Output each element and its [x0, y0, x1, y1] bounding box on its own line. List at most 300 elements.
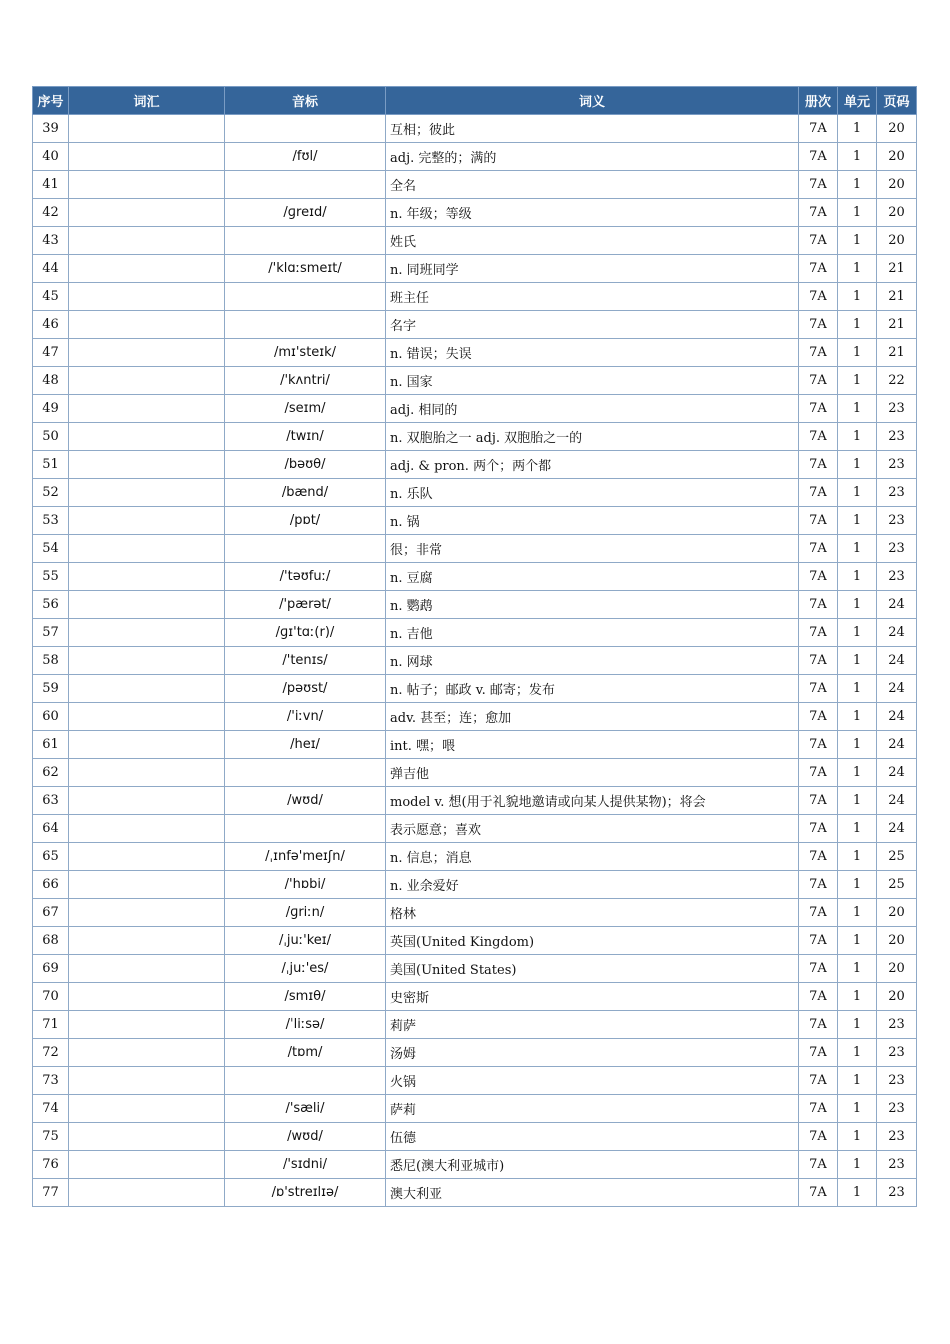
table-row [33, 1011, 917, 1039]
cell-index: 39 [33, 115, 69, 143]
cell-word [69, 843, 225, 871]
table-row [33, 619, 917, 647]
cell-word [69, 507, 225, 535]
cell-page: 23 [877, 451, 917, 479]
cell-phonetic: /fʊl/ [225, 143, 386, 171]
cell-book: 7A [799, 311, 838, 339]
cell-word [69, 871, 225, 899]
cell-unit: 1 [838, 507, 877, 535]
cell-unit: 1 [838, 731, 877, 759]
cell-unit: 1 [838, 647, 877, 675]
table-row [33, 451, 917, 479]
cell-index: 44 [33, 255, 69, 283]
cell-phonetic: /heɪ/ [225, 731, 386, 759]
cell-index: 52 [33, 479, 69, 507]
cell-page: 21 [877, 283, 917, 311]
cell-meaning: 格林 [386, 899, 799, 927]
cell-word [69, 283, 225, 311]
cell-page: 20 [877, 955, 917, 983]
cell-book: 7A [799, 899, 838, 927]
cell-unit: 1 [838, 563, 877, 591]
table-row [33, 395, 917, 423]
cell-meaning: 萨莉 [386, 1095, 799, 1123]
cell-page: 24 [877, 815, 917, 843]
cell-index: 45 [33, 283, 69, 311]
cell-book: 7A [799, 507, 838, 535]
cell-word [69, 983, 225, 1011]
cell-book: 7A [799, 563, 838, 591]
cell-unit: 1 [838, 283, 877, 311]
cell-book: 7A [799, 591, 838, 619]
table-row [33, 787, 917, 815]
cell-meaning: n. 豆腐 [386, 563, 799, 591]
cell-page: 23 [877, 1039, 917, 1067]
cell-book: 7A [799, 479, 838, 507]
cell-unit: 1 [838, 1095, 877, 1123]
cell-book: 7A [799, 955, 838, 983]
cell-index: 60 [33, 703, 69, 731]
cell-phonetic: /mɪ'steɪk/ [225, 339, 386, 367]
header-index: 序号 [33, 87, 69, 115]
cell-word [69, 311, 225, 339]
cell-unit: 1 [838, 451, 877, 479]
cell-word [69, 563, 225, 591]
cell-unit: 1 [838, 1067, 877, 1095]
header-book: 册次 [799, 87, 838, 115]
table-row [33, 423, 917, 451]
cell-phonetic [225, 227, 386, 255]
cell-unit: 1 [838, 115, 877, 143]
cell-meaning: n. 同班同学 [386, 255, 799, 283]
cell-page: 24 [877, 591, 917, 619]
table-row [33, 591, 917, 619]
cell-book: 7A [799, 815, 838, 843]
header-unit: 单元 [838, 87, 877, 115]
cell-phonetic: /pɒt/ [225, 507, 386, 535]
cell-phonetic [225, 535, 386, 563]
cell-word [69, 143, 225, 171]
header-page: 页码 [877, 87, 917, 115]
cell-index: 70 [33, 983, 69, 1011]
cell-meaning: n. 年级；等级 [386, 199, 799, 227]
cell-index: 50 [33, 423, 69, 451]
cell-phonetic: /'pærət/ [225, 591, 386, 619]
cell-page: 22 [877, 367, 917, 395]
cell-book: 7A [799, 115, 838, 143]
cell-phonetic: /tɒm/ [225, 1039, 386, 1067]
cell-index: 72 [33, 1039, 69, 1067]
cell-unit: 1 [838, 983, 877, 1011]
cell-meaning: adj. 完整的；满的 [386, 143, 799, 171]
cell-phonetic [225, 283, 386, 311]
table-row [33, 535, 917, 563]
cell-unit: 1 [838, 227, 877, 255]
cell-unit: 1 [838, 927, 877, 955]
cell-index: 54 [33, 535, 69, 563]
cell-book: 7A [799, 171, 838, 199]
cell-phonetic: /ˈliːsə/ [225, 1011, 386, 1039]
cell-page: 20 [877, 983, 917, 1011]
cell-unit: 1 [838, 955, 877, 983]
table-row [33, 507, 917, 535]
cell-page: 24 [877, 759, 917, 787]
cell-phonetic: /twɪn/ [225, 423, 386, 451]
cell-index: 48 [33, 367, 69, 395]
cell-meaning: n. 双胞胎之一 adj. 双胞胎之一的 [386, 423, 799, 451]
cell-book: 7A [799, 283, 838, 311]
header-phonetic: 音标 [225, 87, 386, 115]
cell-book: 7A [799, 703, 838, 731]
cell-word [69, 703, 225, 731]
cell-phonetic: /'sæli/ [225, 1095, 386, 1123]
cell-word [69, 647, 225, 675]
cell-book: 7A [799, 647, 838, 675]
cell-phonetic: /ɒ'streɪlɪə/ [225, 1179, 386, 1207]
cell-book: 7A [799, 1151, 838, 1179]
cell-index: 62 [33, 759, 69, 787]
cell-meaning: n. 信息；消息 [386, 843, 799, 871]
cell-word [69, 731, 225, 759]
cell-page: 20 [877, 171, 917, 199]
cell-index: 74 [33, 1095, 69, 1123]
cell-meaning: 互相；彼此 [386, 115, 799, 143]
cell-phonetic: /'iːvn/ [225, 703, 386, 731]
table-row [33, 899, 917, 927]
cell-page: 23 [877, 395, 917, 423]
cell-meaning: n. 乐队 [386, 479, 799, 507]
cell-page: 23 [877, 479, 917, 507]
cell-phonetic: /ˌɪnfə'meɪʃn/ [225, 843, 386, 871]
cell-meaning: n. 网球 [386, 647, 799, 675]
vocabulary-table [32, 86, 917, 1207]
table-row [33, 227, 917, 255]
cell-phonetic: /bænd/ [225, 479, 386, 507]
cell-index: 57 [33, 619, 69, 647]
table-header-row [33, 87, 917, 115]
cell-unit: 1 [838, 143, 877, 171]
cell-page: 23 [877, 1179, 917, 1207]
cell-word [69, 899, 225, 927]
cell-book: 7A [799, 1123, 838, 1151]
cell-book: 7A [799, 927, 838, 955]
cell-page: 24 [877, 787, 917, 815]
cell-book: 7A [799, 843, 838, 871]
cell-unit: 1 [838, 619, 877, 647]
table-row [33, 955, 917, 983]
table-row [33, 283, 917, 311]
cell-unit: 1 [838, 591, 877, 619]
cell-index: 43 [33, 227, 69, 255]
cell-index: 63 [33, 787, 69, 815]
cell-phonetic: /'klɑːsmeɪt/ [225, 255, 386, 283]
cell-index: 67 [33, 899, 69, 927]
cell-page: 20 [877, 927, 917, 955]
table-row [33, 675, 917, 703]
cell-phonetic: /'sɪdni/ [225, 1151, 386, 1179]
cell-book: 7A [799, 787, 838, 815]
cell-page: 21 [877, 339, 917, 367]
cell-word [69, 395, 225, 423]
cell-book: 7A [799, 1039, 838, 1067]
cell-unit: 1 [838, 899, 877, 927]
table-row [33, 647, 917, 675]
cell-phonetic [225, 311, 386, 339]
cell-index: 55 [33, 563, 69, 591]
cell-page: 25 [877, 843, 917, 871]
cell-phonetic: /ˌjuː'es/ [225, 955, 386, 983]
cell-index: 46 [33, 311, 69, 339]
cell-word [69, 787, 225, 815]
table-row [33, 983, 917, 1011]
cell-unit: 1 [838, 199, 877, 227]
cell-word [69, 115, 225, 143]
cell-meaning: 名字 [386, 311, 799, 339]
cell-meaning: n. 吉他 [386, 619, 799, 647]
cell-index: 61 [33, 731, 69, 759]
cell-phonetic [225, 1067, 386, 1095]
cell-book: 7A [799, 759, 838, 787]
table-row [33, 311, 917, 339]
table-row [33, 255, 917, 283]
cell-unit: 1 [838, 843, 877, 871]
cell-meaning: model v. 想(用于礼貌地邀请或向某人提供某物)；将会 [386, 787, 799, 815]
cell-book: 7A [799, 731, 838, 759]
cell-book: 7A [799, 255, 838, 283]
cell-index: 71 [33, 1011, 69, 1039]
cell-page: 24 [877, 731, 917, 759]
cell-book: 7A [799, 535, 838, 563]
cell-unit: 1 [838, 703, 877, 731]
cell-meaning: 汤姆 [386, 1039, 799, 1067]
cell-unit: 1 [838, 423, 877, 451]
cell-phonetic: /wʊd/ [225, 1123, 386, 1151]
cell-meaning: n. 帖子；邮政 v. 邮寄；发布 [386, 675, 799, 703]
cell-page: 23 [877, 1151, 917, 1179]
cell-index: 40 [33, 143, 69, 171]
cell-word [69, 451, 225, 479]
cell-meaning: n. 国家 [386, 367, 799, 395]
cell-phonetic: /bəʊθ/ [225, 451, 386, 479]
cell-phonetic: /ɡriːn/ [225, 899, 386, 927]
cell-unit: 1 [838, 815, 877, 843]
cell-book: 7A [799, 367, 838, 395]
cell-book: 7A [799, 1011, 838, 1039]
table-row [33, 1067, 917, 1095]
cell-word [69, 1151, 225, 1179]
cell-word [69, 255, 225, 283]
table-row [33, 115, 917, 143]
table-row [33, 1123, 917, 1151]
cell-phonetic: /'tenɪs/ [225, 647, 386, 675]
cell-meaning: 美国(United States) [386, 955, 799, 983]
cell-word [69, 367, 225, 395]
cell-page: 25 [877, 871, 917, 899]
cell-book: 7A [799, 339, 838, 367]
cell-index: 47 [33, 339, 69, 367]
cell-page: 23 [877, 1123, 917, 1151]
cell-phonetic [225, 171, 386, 199]
cell-page: 24 [877, 675, 917, 703]
cell-phonetic: /smɪθ/ [225, 983, 386, 1011]
cell-word [69, 423, 225, 451]
table-row [33, 1095, 917, 1123]
table-row [33, 1039, 917, 1067]
cell-phonetic: /seɪm/ [225, 395, 386, 423]
cell-word [69, 479, 225, 507]
cell-phonetic: /pəʊst/ [225, 675, 386, 703]
cell-phonetic: /'kʌntri/ [225, 367, 386, 395]
cell-book: 7A [799, 451, 838, 479]
cell-phonetic: /'hɒbi/ [225, 871, 386, 899]
table-row [33, 1151, 917, 1179]
table-row [33, 367, 917, 395]
cell-meaning: 莉萨 [386, 1011, 799, 1039]
cell-page: 23 [877, 535, 917, 563]
cell-meaning: 澳大利亚 [386, 1179, 799, 1207]
cell-book: 7A [799, 675, 838, 703]
cell-phonetic [225, 759, 386, 787]
cell-unit: 1 [838, 367, 877, 395]
cell-page: 24 [877, 619, 917, 647]
table-row [33, 479, 917, 507]
cell-book: 7A [799, 1067, 838, 1095]
cell-word [69, 227, 225, 255]
cell-index: 56 [33, 591, 69, 619]
table-row [33, 843, 917, 871]
cell-unit: 1 [838, 1123, 877, 1151]
cell-unit: 1 [838, 1039, 877, 1067]
cell-book: 7A [799, 199, 838, 227]
cell-meaning: 班主任 [386, 283, 799, 311]
cell-index: 58 [33, 647, 69, 675]
table-row [33, 815, 917, 843]
cell-page: 20 [877, 143, 917, 171]
cell-unit: 1 [838, 339, 877, 367]
cell-meaning: n. 鹦鹉 [386, 591, 799, 619]
cell-meaning: 火锅 [386, 1067, 799, 1095]
table-row [33, 759, 917, 787]
cell-meaning: int. 嘿；喂 [386, 731, 799, 759]
cell-word [69, 171, 225, 199]
cell-word [69, 1039, 225, 1067]
cell-phonetic: /wʊd/ [225, 787, 386, 815]
cell-index: 75 [33, 1123, 69, 1151]
cell-meaning: 伍德 [386, 1123, 799, 1151]
cell-page: 24 [877, 703, 917, 731]
cell-phonetic: /ɡreɪd/ [225, 199, 386, 227]
cell-meaning: n. 错误；失误 [386, 339, 799, 367]
cell-book: 7A [799, 1179, 838, 1207]
table-row [33, 703, 917, 731]
cell-word [69, 675, 225, 703]
cell-meaning: 弹吉他 [386, 759, 799, 787]
cell-index: 68 [33, 927, 69, 955]
cell-word [69, 1179, 225, 1207]
cell-phonetic [225, 815, 386, 843]
cell-index: 69 [33, 955, 69, 983]
cell-word [69, 535, 225, 563]
cell-word [69, 199, 225, 227]
cell-word [69, 955, 225, 983]
table-row [33, 871, 917, 899]
cell-unit: 1 [838, 171, 877, 199]
cell-page: 21 [877, 255, 917, 283]
cell-word [69, 927, 225, 955]
cell-unit: 1 [838, 759, 877, 787]
cell-phonetic [225, 115, 386, 143]
cell-index: 76 [33, 1151, 69, 1179]
cell-page: 20 [877, 199, 917, 227]
cell-phonetic: /ˌjuː'keɪ/ [225, 927, 386, 955]
cell-book: 7A [799, 143, 838, 171]
cell-word [69, 1095, 225, 1123]
cell-index: 59 [33, 675, 69, 703]
vocabulary-sheet [32, 86, 916, 1207]
cell-word [69, 591, 225, 619]
cell-page: 20 [877, 227, 917, 255]
cell-word [69, 339, 225, 367]
cell-page: 23 [877, 507, 917, 535]
cell-book: 7A [799, 619, 838, 647]
cell-meaning: adj. & pron. 两个；两个都 [386, 451, 799, 479]
cell-page: 21 [877, 311, 917, 339]
table-row [33, 199, 917, 227]
cell-book: 7A [799, 983, 838, 1011]
table-row [33, 143, 917, 171]
cell-meaning: 全名 [386, 171, 799, 199]
table-row [33, 731, 917, 759]
cell-word [69, 1067, 225, 1095]
cell-index: 51 [33, 451, 69, 479]
header-word: 词汇 [69, 87, 225, 115]
cell-book: 7A [799, 423, 838, 451]
cell-meaning: n. 锅 [386, 507, 799, 535]
cell-unit: 1 [838, 395, 877, 423]
cell-unit: 1 [838, 311, 877, 339]
table-row [33, 339, 917, 367]
cell-unit: 1 [838, 535, 877, 563]
cell-page: 23 [877, 423, 917, 451]
cell-meaning: 表示愿意；喜欢 [386, 815, 799, 843]
cell-meaning: 英国(United Kingdom) [386, 927, 799, 955]
cell-index: 53 [33, 507, 69, 535]
cell-page: 23 [877, 1095, 917, 1123]
cell-word [69, 759, 225, 787]
cell-unit: 1 [838, 675, 877, 703]
cell-unit: 1 [838, 787, 877, 815]
cell-meaning: n. 业余爱好 [386, 871, 799, 899]
cell-meaning: 悉尼(澳大利亚城市) [386, 1151, 799, 1179]
cell-page: 20 [877, 899, 917, 927]
table-row [33, 171, 917, 199]
cell-index: 77 [33, 1179, 69, 1207]
table-row [33, 1179, 917, 1207]
table-body [33, 115, 917, 1207]
cell-book: 7A [799, 395, 838, 423]
cell-index: 41 [33, 171, 69, 199]
cell-phonetic: /ɡɪ'tɑː(r)/ [225, 619, 386, 647]
cell-page: 24 [877, 647, 917, 675]
cell-meaning: 姓氏 [386, 227, 799, 255]
cell-page: 23 [877, 563, 917, 591]
header-meaning: 词义 [386, 87, 799, 115]
cell-book: 7A [799, 871, 838, 899]
cell-unit: 1 [838, 1151, 877, 1179]
cell-book: 7A [799, 1095, 838, 1123]
table-row [33, 563, 917, 591]
cell-word [69, 815, 225, 843]
cell-unit: 1 [838, 871, 877, 899]
